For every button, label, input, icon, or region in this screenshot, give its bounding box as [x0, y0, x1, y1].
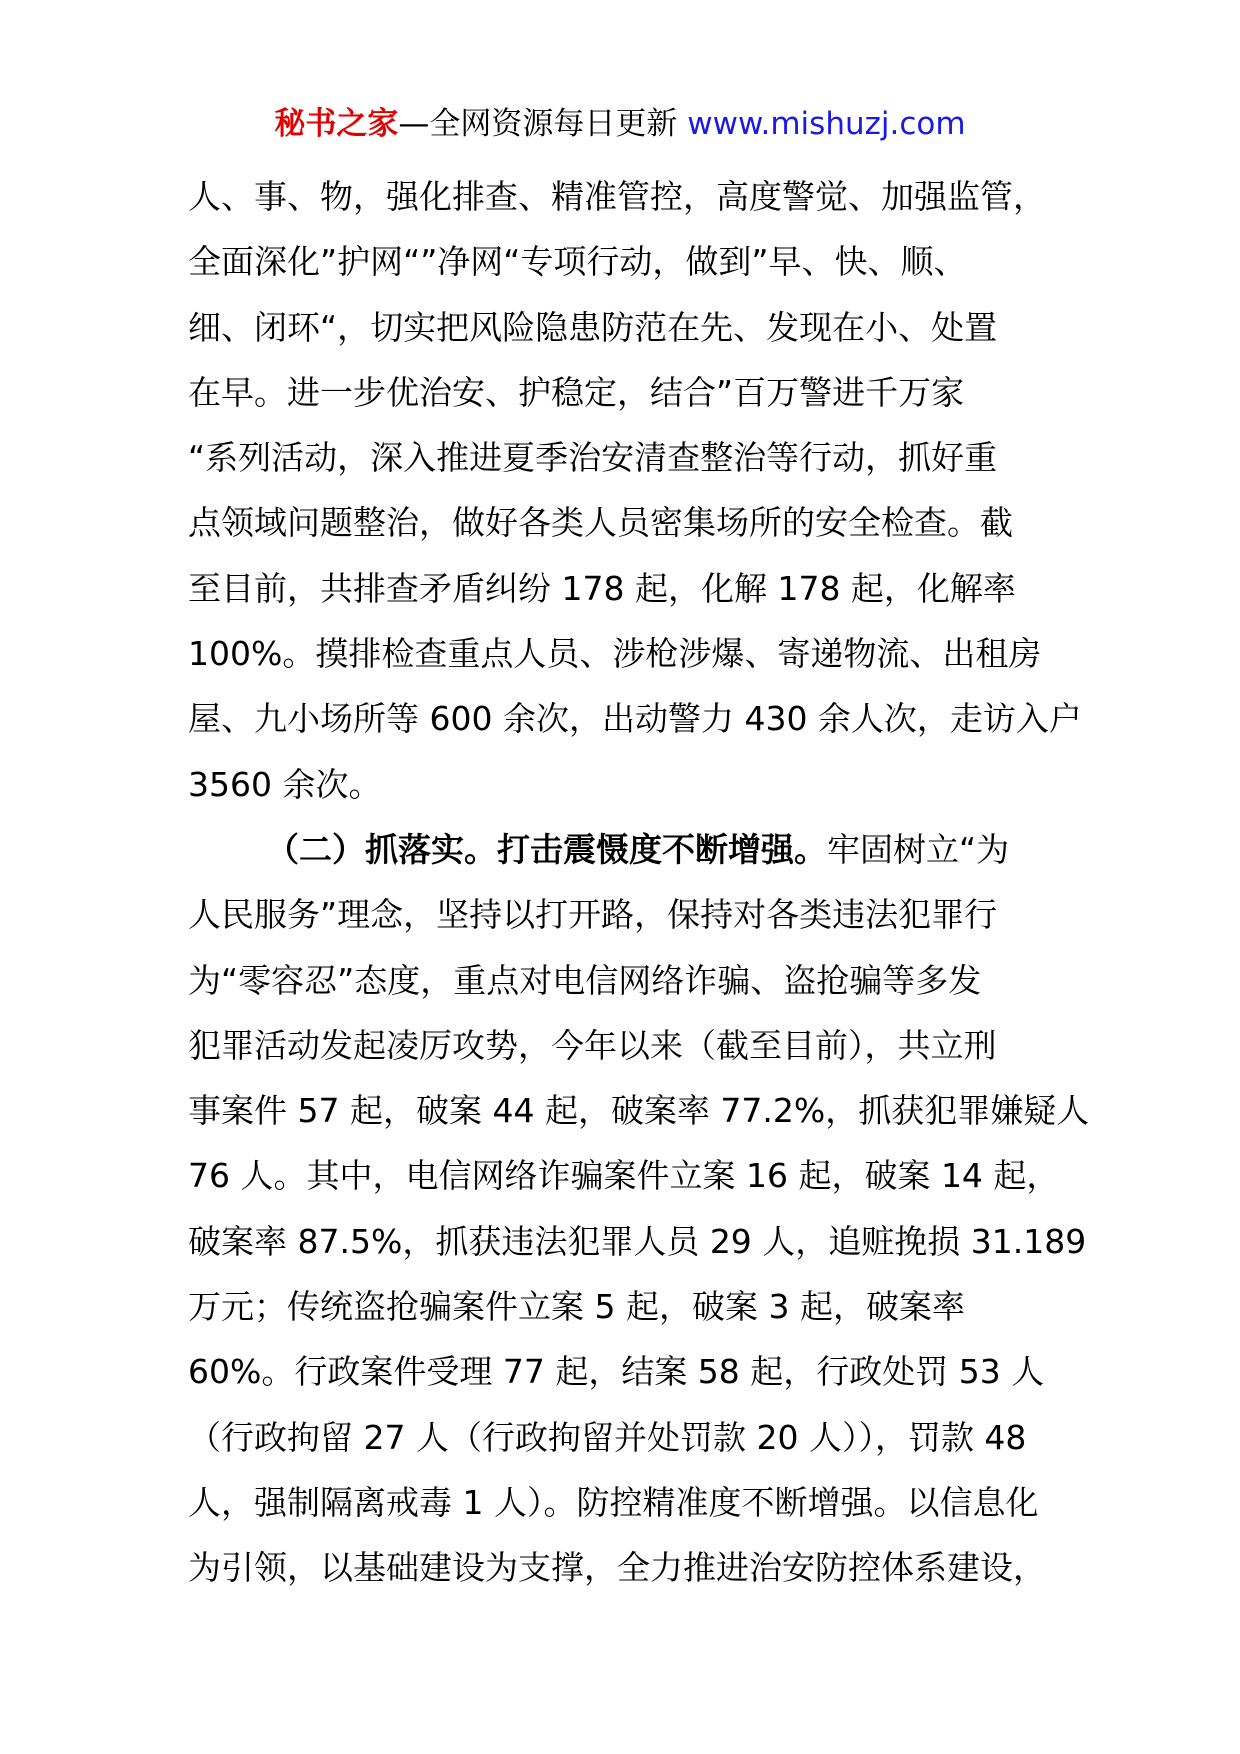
text-line: 76 人。其中，电信网络诈骗案件立案 16 起，破案 14 起，: [188, 1156, 1060, 1196]
text-line: 60%。行政案件受理 77 起，结案 58 起，行政处罚 53 人: [188, 1352, 1045, 1392]
text-line: 人、事、物，强化排查、精准管控，高度警觉、加强监管，: [188, 177, 1046, 216]
section-heading-rest: 牢固树立“为: [827, 829, 1010, 869]
page-header: [0, 100, 1240, 148]
document-body: [188, 164, 1090, 1601]
section-heading-line: [188, 817, 1068, 882]
text-line: 为引领，以基础建设为支撑，全力推进治安防控体系建设，: [188, 1548, 1046, 1588]
text-line: 细、闭环“，切实把风险隐患防范在先、发现在小、处置: [188, 307, 998, 347]
text-line: 万元；传统盗抢骗案件立案 5 起，破案 3 起，破案率: [188, 1287, 965, 1327]
text-line: 为“零容忍”态度，重点对电信网络诈骗、盗抢骗等多发: [188, 960, 982, 1000]
header-brand: 秘书之家: [274, 106, 399, 142]
header-slogan: —全网资源每日更新: [398, 106, 678, 142]
text-line: 在早。进一步优治安、护稳定，结合”百万警进千万家: [188, 372, 965, 412]
header-url-link[interactable]: www.mishuzj.com: [687, 106, 966, 142]
text-line: 3560 余次。: [188, 764, 382, 804]
text-line: 100%。摸排检查重点人员、涉枪涉爆、寄递物流、出租房: [188, 634, 1042, 674]
text-line: 全面深化”护网“”净网“专项行动，做到”早、快、顺、: [188, 242, 967, 282]
text-line: 点领域问题整治，做好各类人员密集场所的安全检查。截: [188, 503, 1013, 543]
text-line: 破案率 87.5%，抓获违法犯罪人员 29 人，追赃挽损 31.189: [188, 1221, 1087, 1261]
text-line: 人，强制隔离戒毒 1 人）。防控精准度不断增强。以信息化: [188, 1482, 1039, 1522]
text-line: 犯罪活动发起凌厉攻势，今年以来（截至目前），共立刑: [188, 1025, 997, 1065]
text-line: 至目前，共排查矛盾纠纷 178 起，化解 178 起，化解率: [188, 568, 1016, 608]
text-line: “系列活动，深入推进夏季治安清查整治等行动，抓好重: [188, 438, 998, 478]
text-line: 事案件 57 起，破案 44 起，破案率 77.2%，抓获犯罪嫌疑人: [188, 1091, 1090, 1131]
section-heading: （二）抓落实。打击震慑度不断增强。: [266, 829, 827, 869]
text-line: 人民服务”理念，坚持以打开路，保持对各类违法犯罪行: [188, 895, 998, 935]
text-line: 屋、九小场所等 600 余次，出动警力 430 余人次，走访入户: [188, 699, 1082, 739]
text-line: （行政拘留 27 人（行政拘留并处罚款 20 人）），罚款 48: [188, 1417, 1027, 1457]
